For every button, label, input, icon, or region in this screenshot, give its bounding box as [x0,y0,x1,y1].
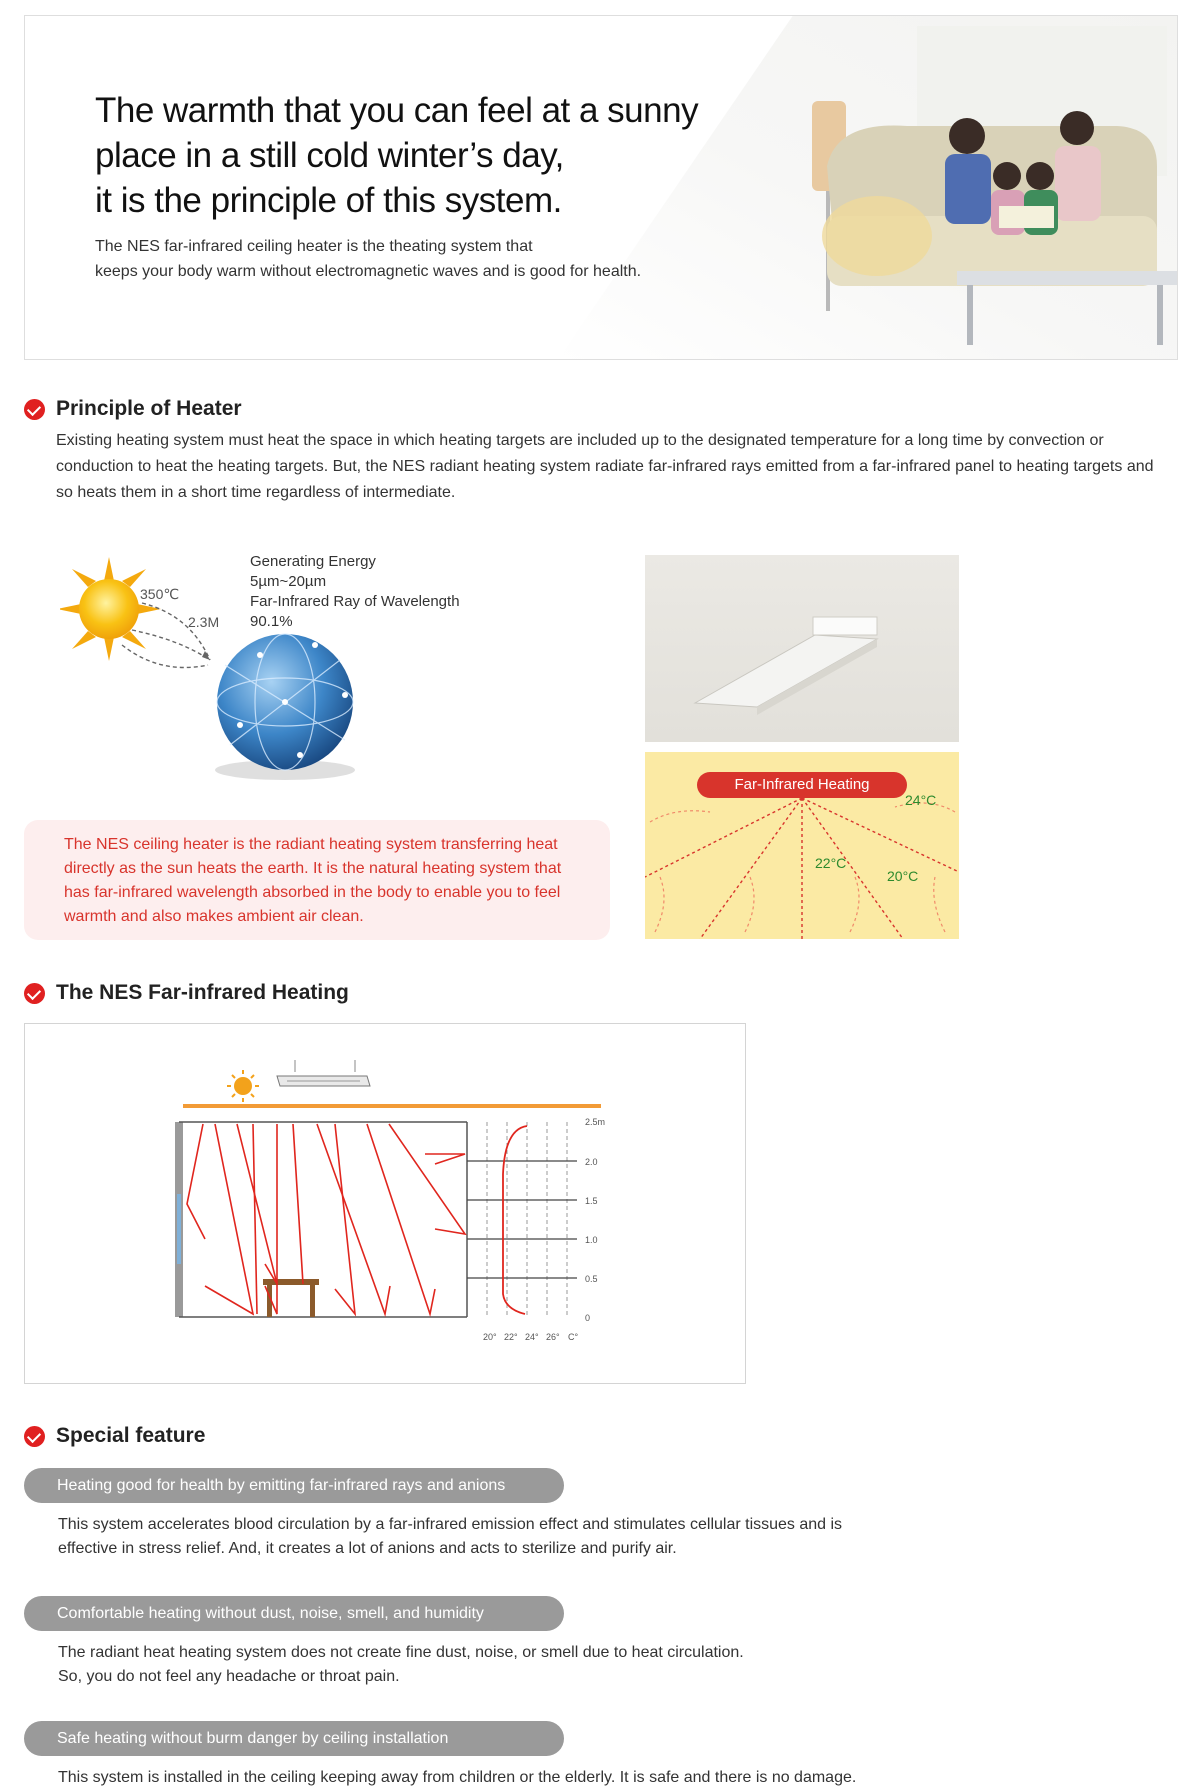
family-sofa-illustration [757,16,1177,360]
check-icon [24,399,45,420]
feature-description [58,1641,958,1689]
earth-globe-icon [217,634,353,770]
energy-line: Generating Energy [250,553,376,570]
temperature-label: 22°C [815,855,847,871]
feature-line: The radiant heat heating system does not create fine dust, noise, or smell due to heat circulation. [58,1644,744,1661]
heating-section-heading [24,981,349,1005]
sun-temperature: 350℃ [140,586,180,602]
check-icon [24,983,45,1004]
height-label: 2.0 [585,1157,598,1167]
energy-info [250,552,460,632]
height-label: 0.5 [585,1274,598,1284]
heating-badge: Far-Infrared Heating [697,772,907,798]
ceiling-heater-icon [277,1060,370,1086]
temperature-axis-label: 20° [483,1332,497,1342]
hero-title-line: The warmth that you can feel at a sunny [95,91,699,130]
check-icon [24,1426,45,1447]
hero-title-line: it is the principle of this system. [95,181,562,220]
feature-line: This system accelerates blood circulation by a far-infrared emission effect and stimulates cellular tissues and is [58,1516,843,1533]
temperature-axis-label: 24° [525,1332,539,1342]
feature-label: Heating good for health by emitting far-infrared rays and anions [24,1468,564,1503]
section-title: The NES Far-infrared Heating [56,981,349,1004]
principle-text: Existing heating system must heat the space in which heating targets are included up to the designated temperature for a long time by convection or conduction to heat the heating targets. But, the NES radiant heating system radiate far-infrared rays emitted from a far-infrared panel to heating targets and so heats them in a short time regardless of intermediate. [56,432,1154,501]
ceiling-heater-photo [645,555,959,742]
hero-description [95,234,641,284]
feature-line: effective in stress relief. And, it creates a lot of anions and acts to sterilize and purify air. [58,1540,677,1557]
principle-note: The NES ceiling heater is the radiant heating system transferring heat directly as the sun heats the earth. It is the natural heating system that has far-infrared wavelength absorbed in the body to enable you to feel warmth and also makes ambient air clean. [64,836,562,925]
energy-line: 5µm~20µm [250,573,327,590]
principle-section-heading [24,397,242,421]
temperature-axis-label: 22° [504,1332,518,1342]
feature-label: Safe heating without burm danger by ceiling installation [24,1721,564,1756]
hero-desc-line: The NES far-infrared ceiling heater is the theating system that [95,238,533,255]
temperature-label: 24°C [905,792,937,808]
feature-description [58,1766,958,1790]
hero-banner [24,15,1178,360]
height-label: 1.5 [585,1196,598,1206]
far-infrared-heating-panel [645,752,959,939]
sun-icon [227,1070,259,1102]
special-section-heading [24,1424,205,1448]
room-heating-diagram [24,1023,746,1384]
ceiling-heater-icon [645,555,959,742]
temperature-axis-label: 26° [546,1332,560,1342]
section-title: Principle of Heater [56,397,242,420]
height-label: 1.0 [585,1235,598,1245]
hero-title [95,88,698,223]
hero-title-line: place in a still cold winter’s day, [95,136,564,175]
room-heating-illustration [25,1024,745,1383]
feature-line: So, you do not feel any headache or throat pain. [58,1668,400,1685]
height-label: 2.5m [585,1117,606,1127]
feature-label: Comfortable heating without dust, noise, smell, and humidity [24,1596,564,1631]
energy-line: 90.1% [250,613,293,630]
sun-distance: 2.3M [188,614,220,630]
feature-line: This system is installed in the ceiling keeping away from children or the elderly. It is safe and there is no damage. [58,1769,857,1786]
energy-line: Far-Infrared Ray of Wavelength [250,593,460,610]
feature-description [58,1513,958,1561]
principle-note-box [24,820,610,940]
hero-desc-line: keeps your body warm without electromagnetic waves and is good for health. [95,263,642,280]
temperature-axis-label: C° [568,1332,579,1342]
temperature-label: 20°C [887,868,919,884]
section-title: Special feature [56,1424,206,1447]
height-label: 0 [585,1313,591,1323]
sun-icon [60,557,161,661]
